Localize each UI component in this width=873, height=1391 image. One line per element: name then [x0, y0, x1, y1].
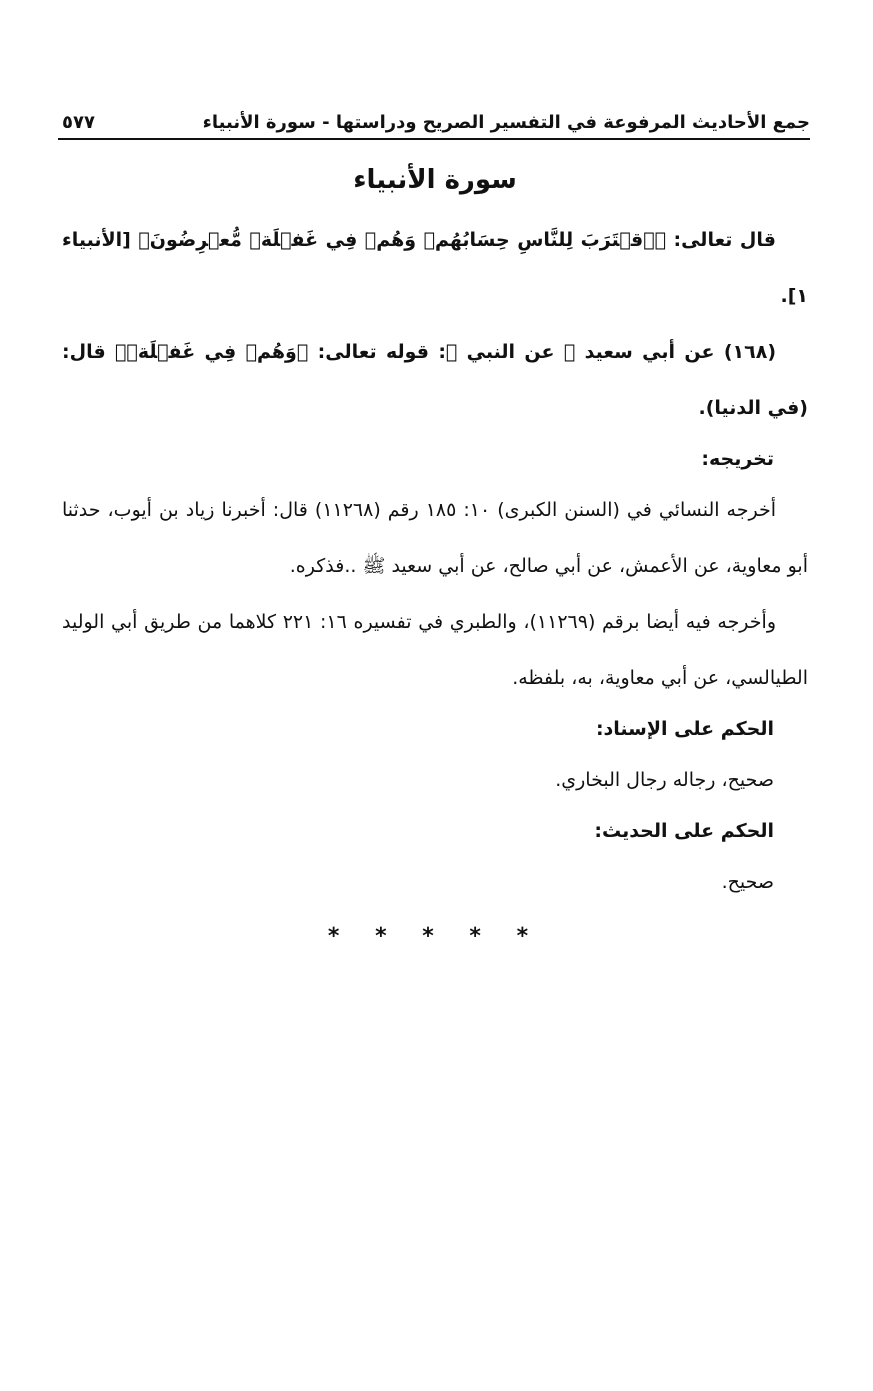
hadith-after: قال: (في الدنيا). [62, 341, 808, 419]
verse-intro: قال تعالى: [666, 229, 776, 251]
isnad-ruling-text: صحيح، رجاله رجال البخاري. [555, 769, 774, 791]
hadith-verse: ﴿وَهُمۡ فِي غَفۡلَةٖ﴾ [115, 341, 309, 363]
hadith-text [62, 324, 808, 436]
page-number: ٥٧٧ [62, 112, 95, 133]
verse-reference: [الأنبياء ١]. [62, 229, 808, 307]
verse-text: ﴿ٱقۡتَرَبَ لِلنَّاسِ حِسَابُهُمۡ وَهُمۡ فِي غَفۡلَةٖ مُّعۡرِضُونَ﴾ [138, 229, 666, 251]
running-title: جمع الأحاديث المرفوعة في التفسير الصريح ودراستها - سورة الأنبياء [202, 112, 810, 133]
takhrij-paragraph-2: وأخرجه فيه أيضا برقم (١١٢٦٩)، والطبري في تفسيره ١٦: ٢٢١ كلاهما من طريق أبي الوليد الطيالسي، عن أبي معاوية، به، بلفظه. [62, 611, 808, 689]
hadith-ruling-text: صحيح. [721, 871, 774, 893]
surah-title: سورة الأنبياء [353, 165, 517, 195]
hadith-ruling-heading: الحكم على الحديث: [594, 820, 774, 842]
verse-line [62, 212, 808, 324]
page-header [58, 110, 810, 140]
takhrij-heading: تخريجه: [701, 448, 774, 470]
page-body [62, 160, 808, 949]
hadith-before: (١٦٨) عن أبي سعيد ﷺ عن النبي ﷺ: قوله تعالى: [308, 341, 776, 363]
takhrij-paragraph-1: أخرجه النسائي في (السنن الكبرى) ١٠: ١٨٥ رقم (١١٢٦٨) قال: أخبرنا زياد بن أيوب، حدثنا أبو معاوية، عن الأعمش، عن أبي صالح، عن أبي سعيد ﷺ ..فذكره. [62, 499, 808, 577]
section-separator: * * * * * [327, 924, 543, 949]
isnad-ruling-heading: الحكم على الإسناد: [595, 718, 774, 740]
